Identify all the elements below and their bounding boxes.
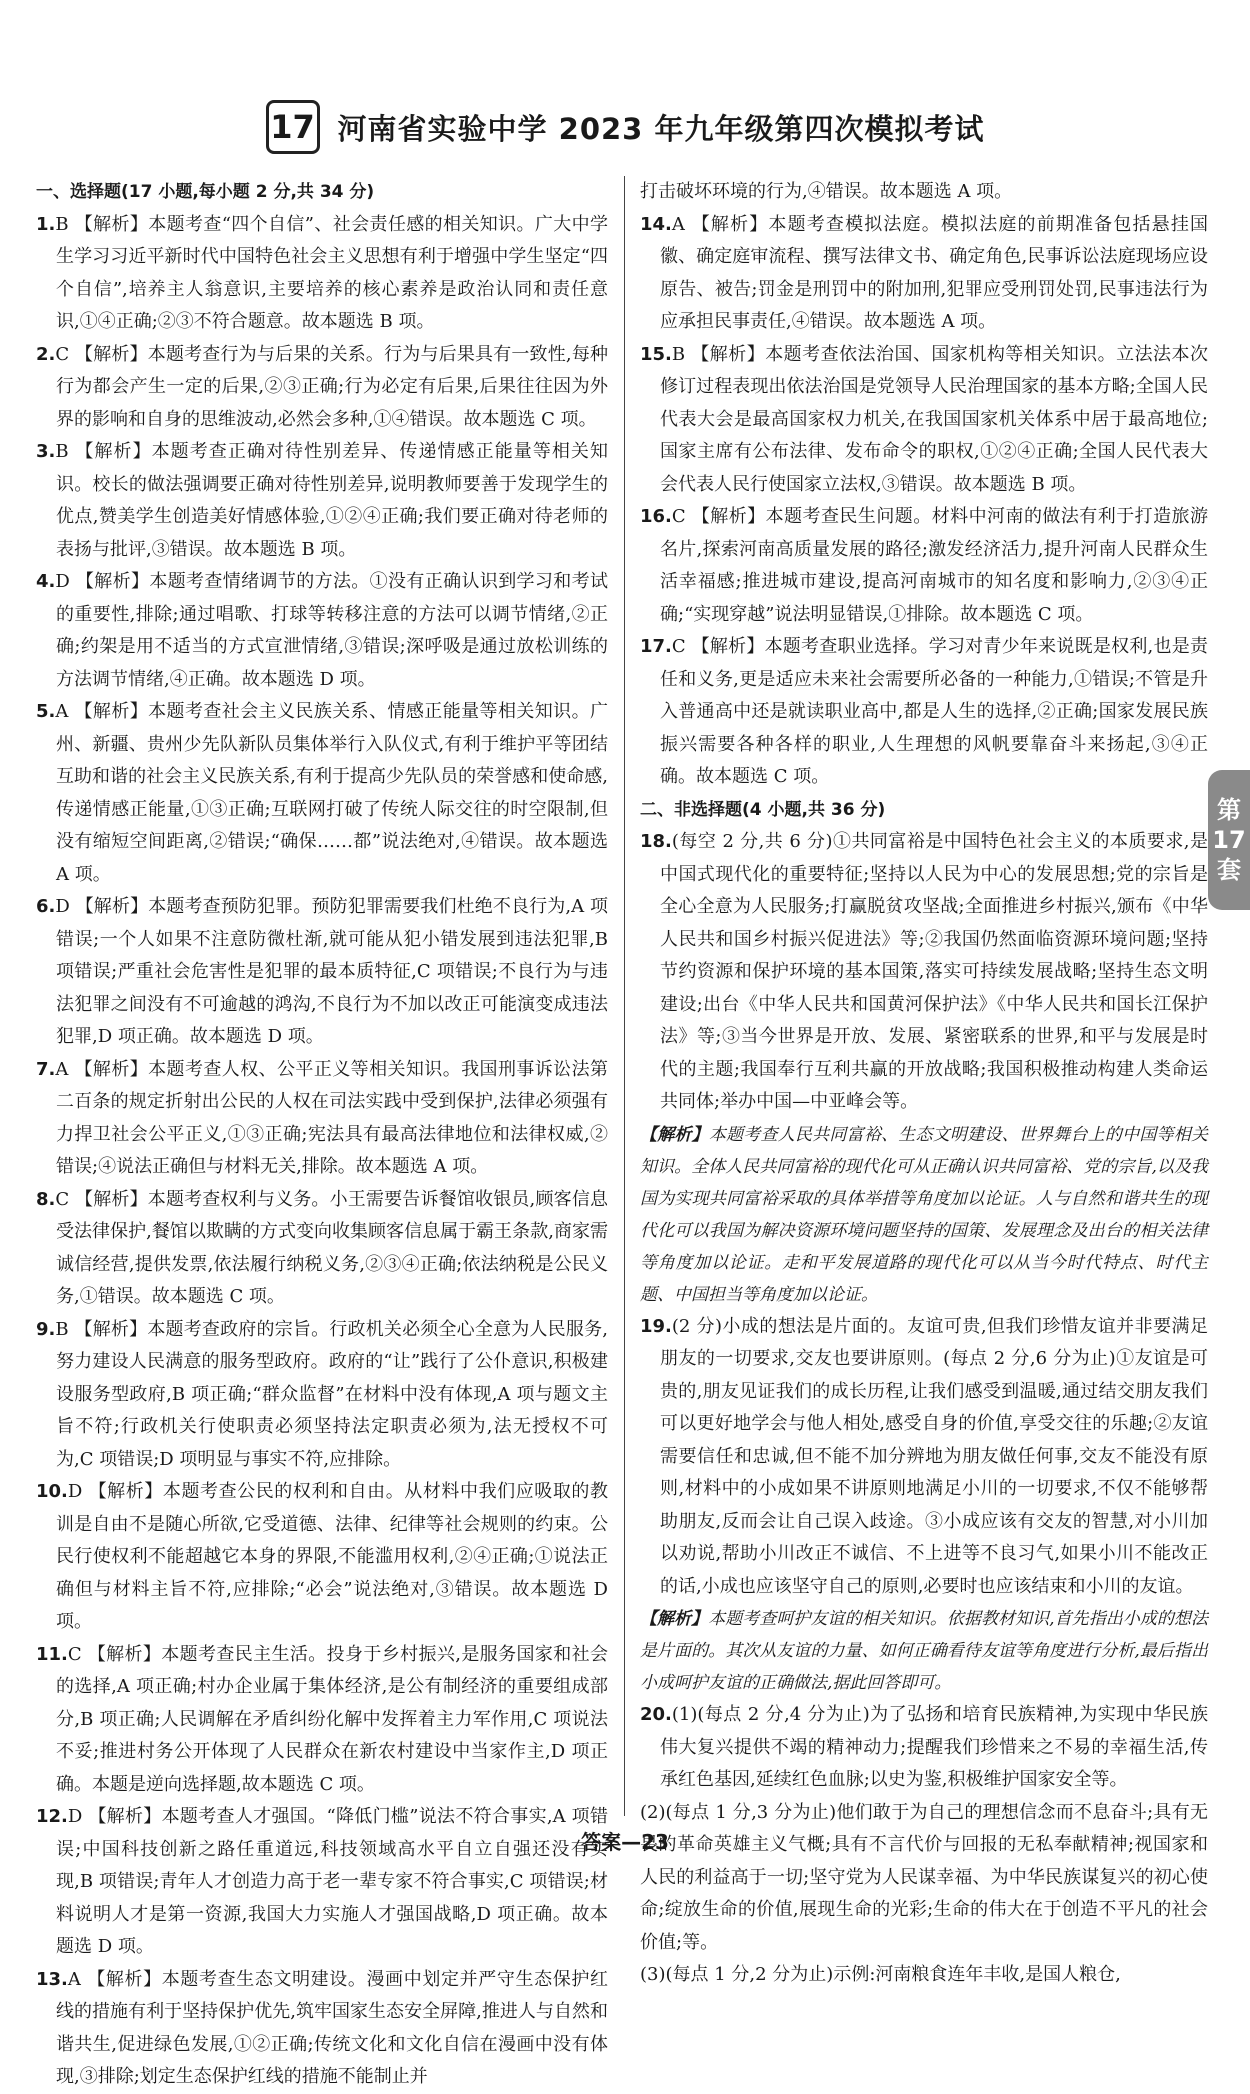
answer-item: 15.B 【解析】本题考查依法治国、国家机构等相关知识。立法法本次修订过程表现出依法治国是党领导人民治理国家的基本方略;全国人民代表大会是最高国家权力机关,在我国国家机关体系中居于最高地位;国家主席有公布法律、发布命令的职权,①②④正确;全国人民代表大会代表人民行使国家立法权,③错误。故本题选 B 项。 <box>640 343 1208 495</box>
answer-item: 12.D 【解析】本题考查人才强国。“降低门槛”说法不符合事实,A 项错误;中国科技创新之路任重道远,科技领域高水平自立自强还没有实现,B 项错误;青年人才创造力高于老一辈专家不符合事实,C 项错误;材料说明人才是第一资源,我国大力实施人才强国战略,D 项正确。故本题选 D 项。 <box>36 1806 608 1957</box>
set-side-tab: 第 17 套 <box>1208 770 1250 910</box>
answer-item: 11.C 【解析】本题考查民主生活。投身于乡村振兴,是服务国家和社会的选择,A 项正确;村办企业属于集体经济,是公有制经济的重要组成部分,B 项正确;人民调解在矛盾纠纷化解中发挥着主力军作用,C 项说法不妥;推进村务公开体现了人民群众在新农村建设中当家作主,D 项正确。本题是逆向选择题,故本题选 C 项。 <box>36 1643 608 1795</box>
answer-item: 5.A 【解析】本题考查社会主义民族关系、情感正能量等相关知识。广州、新疆、贵州少先队新队员集体举行入队仪式,有利于维护平等团结互助和谐的社会主义民族关系,有利于提高少先队员的荣誉感和使命感,传递情感正能量,①③正确;互联网打破了传统人际交往的时空限制,但没有缩短空间距离,②错误;“确保……都”说法绝对,④错误。故本题选 A 项。 <box>36 701 608 885</box>
section-choice-heading: 一、选择题(17 小题,每小题 2 分,共 34 分) <box>36 182 375 202</box>
column-divider <box>624 176 625 1816</box>
answer-item: 6.D 【解析】本题考查预防犯罪。预防犯罪需要我们杜绝不良行为,A 项错误;一个人如果不注意防微杜渐,就可能从犯小错发展到违法犯罪,B 项错误;严重社会危害性是犯罪的最本质特征,C 项错误;不良行为与违法犯罪之间没有不可逾越的鸿沟,不良行为不加以改正可能演变成违法犯罪,D 项正确。故本题选 D 项。 <box>36 896 608 1047</box>
answer-item: 9.B 【解析】本题考查政府的宗旨。行政机关必须全心全意为人民服务,努力建设人民满意的服务型政府。政府的“让”践行了公仆意识,积极建设服务型政府,B 项正确;“群众监督”在材料中没有体现,A 项与题文主旨不符;行政机关行使职责必须坚持法定职责必须为,法无授权不可为,C 项错误;D 项明显与事实不符,应排除。 <box>36 1318 608 1470</box>
right-column <box>640 176 1209 1985</box>
left-column <box>36 176 608 2087</box>
answer-item: 7.A 【解析】本题考查人权、公平正义等相关知识。我国刑事诉讼法第二百条的规定折射出公民的人权在司法实践中受到保护,法律必须强有力捍卫社会公平正义,①③正确;宪法具有最高法律地位和法律权威,②错误;④说法正确但与材料无关,排除。故本题选 A 项。 <box>36 1058 608 1177</box>
left-answer-list <box>36 209 608 2094</box>
answer-item: 17.C 【解析】本题考查职业选择。学习对青少年来说既是权利,也是责任和义务,更是适应未来社会需要所必备的一种能力,①错误;不管是升入普通高中还是就读职业高中,都是人生的选择,②正确;国家发展民族振兴需要各种各样的职业,人生理想的风帆要靠奋斗来扬起,③④正确。故本题选 C 项。 <box>640 636 1208 787</box>
answer-item: 16.C 【解析】本题考查民生问题。材料中河南的做法有利于打造旅游名片,探索河南高质量发展的路径;激发经济活力,提升河南人民群众生活幸福感;推进城市建设,提高河南城市的知名度和影响力,②③④正确;“实现穿越”说法明显错误,①排除。故本题选 C 项。 <box>640 506 1208 625</box>
answer-item: 10.D 【解析】本题考查公民的权利和自由。从材料中我们应吸取的教训是自由不是随心所欲,它受道德、法律、纪律等社会规则的约束。公民行使权利不能超越它本身的界限,不能滥用权利,②④正确;①说法正确但与材料主旨不符,应排除;“必会”说法绝对,③错误。故本题选 D 项。 <box>36 1481 608 1632</box>
answer-20-part3: (3)(每点 1 分,2 分为止)示例:河南粮食连年丰收,是国人粮仓, <box>640 1964 1121 1985</box>
answer-18: 18.(每空 2 分,共 6 分)①共同富裕是中国特色社会主义的本质要求,是中国式现代化的重要特征;坚持以人民为中心的发展思想;党的宗旨是全心全意为人民服务;打赢脱贫攻坚战;全面推进乡村振兴,颁布《中华人民共和国乡村振兴促进法》等;②我国仍然面临资源环境问题;坚持节约资源和保护环境的基本国策,落实可持续发展战略;坚持生态文明建设;出台《中华人民共和国黄河保护法》《中华人民共和国长江保护法》等;③当今世界是开放、发展、紧密联系的世界,和平与发展是时代的主题;我国奉行互利共赢的开放战略;我国积极推动构建人类命运共同体;举办中国—中亚峰会等。 <box>640 831 1208 1112</box>
answer-item: 2.C 【解析】本题考查行为与后果的关系。行为与后果具有一致性,每种行为都会产生一定的后果,②③正确;行为必定有后果,后果往往因为外界的影响和自身的思维波动,必然会多种,①④错误。故本题选 C 项。 <box>36 343 608 430</box>
page-header <box>0 98 1250 156</box>
answer-13-continued: 打击破坏环境的行为,④错误。故本题选 A 项。 <box>640 181 1013 202</box>
right-answer-list <box>640 209 1208 794</box>
answer-19-analysis: 【解析】本题考查呵护友谊的相关知识。依据教材知识,首先指出小成的想法是片面的。其次从友谊的力量、如何正确看待友谊等角度进行分析,最后指出小成呵护友谊的正确做法,据此回答即可。 <box>640 1609 1209 1693</box>
answer-item: 14.A 【解析】本题考查模拟法庭。模拟法庭的前期准备包括悬挂国徽、确定庭审流程、撰写法律文书、确定角色,民事诉讼法庭现场应设原告、被告;罚金是刑罚中的附加刑,犯罪应受刑罚处罚,民事违法行为应承担民事责任,④错误。故本题选 A 项。 <box>640 213 1208 332</box>
page-number: 答案—23 <box>581 1830 669 1854</box>
answer-19: 19.(2 分)小成的想法是片面的。友谊可贵,但我们珍惜友谊并非要满足朋友的一切要求,交友也要讲原则。(每点 2 分,6 分为止)①友谊是可贵的,朋友见证我们的成长历程,让我们感受到温暖,通过结交朋友我们可以更好地学会与他人相处,感受自身的价值,享受交往的乐趣;②友谊需要信任和忠诚,但不能不加分辨地为朋友做任何事,交友不能没有原则,材料中的小成如果不讲原则地满足小川的一切要求,不仅不能够帮助朋友,反而会让自己误入歧途。③小成应该有交友的智慧,对小川加以劝说,帮助小川改正不诚信、不上进等不良习气,如果小川不能改正的话,小成也应该坚守自己的原则,必要时也应该结束和小川的友谊。 <box>640 1315 1208 1597</box>
answer-item: 3.B 【解析】本题考查正确对待性别差异、传递情感正能量等相关知识。校长的做法强调要正确对待性别差异,说明教师要善于发现学生的优点,赞美学生创造美好情感体验,①②④正确;我们要正确对待老师的表扬与批评,③错误。故本题选 B 项。 <box>36 441 608 560</box>
answer-18-analysis: 【解析】本题考查人民共同富裕、生态文明建设、世界舞台上的中国等相关知识。全体人民共同富裕的现代化可从正确认识共同富裕、党的宗旨,以及我国为实现共同富裕采取的具体举措等角度加以论证。人与自然和谐共生的现代化可以我国为解决资源环境问题坚持的国策、发展理念及出台的相关法律等角度加以论证。走和平发展道路的现代化可以从当今时代特点、时代主题、中国担当等角度加以论证。 <box>640 1124 1208 1305</box>
answer-item: 1.B 【解析】本题考查“四个自信”、社会责任感的相关知识。广大中学生学习习近平新时代中国特色社会主义思想有利于增强中学生坚定“四个自信”,培养主人翁意识,主要培养的核心素养是政治认同和责任意识,①④正确;②③不符合题意。故本题选 B 项。 <box>36 213 608 332</box>
exam-title: 河南省实验中学 2023 年九年级第四次模拟考试 <box>337 111 985 146</box>
section-nonchoice-heading: 二、非选择题(4 小题,共 36 分) <box>640 799 886 820</box>
answer-item: 8.C 【解析】本题考查权利与义务。小王需要告诉餐馆收银员,顾客信息受法律保护,餐馆以欺瞒的方式变向收集顾客信息属于霸王条款,商家需诚信经营,提供发票,依法履行纳税义务,②③④正确;依法纳税是公民义务,①错误。故本题选 C 项。 <box>36 1188 608 1307</box>
answer-20-part2: (2)(每点 1 分,3 分为止)他们敢于为自己的理想信念而不息奋斗;具有无畏的革命英雄主义气概;具有不言代价与回报的无私奉献精神;视国家和人民的利益高于一切;坚守党为人民谋幸福、为中华民族谋复兴的初心使命;绽放生命的价值,展现生命的光彩;生命的伟大在于创造不平凡的社会价值;等。 <box>640 1801 1208 1953</box>
answer-item: 13.A 【解析】本题考查生态文明建设。漫画中划定并严守生态保护红线的措施有利于坚持保护优先,筑牢国家生态安全屏障,推进人与自然和谐共生,促进绿色发展,①②正确;传统文化和文化自信在漫画中没有体现,③排除;划定生态保护红线的措施不能制止并 <box>36 1968 608 2087</box>
answer-20-part1: 20.(1)(每点 2 分,4 分为止)为了弘扬和培育民族精神,为实现中华民族伟大复兴提供不竭的精神动力;提醒我们珍惜来之不易的幸福生活,传承红色基因,延续红色血脉;以史为鉴,积极维护国家安全等。 <box>640 1704 1208 1790</box>
set-number-badge: 17 <box>266 100 320 154</box>
answer-item: 4.D 【解析】本题考查情绪调节的方法。①没有正确认识到学习和考试的重要性,排除;通过唱歌、打球等转移注意的方法可以调节情绪,②正确;约架是用不适当的方式宣泄情绪,③错误;深呼吸是通过放松训练的方法调节情绪,④正确。故本题选 D 项。 <box>36 571 608 690</box>
